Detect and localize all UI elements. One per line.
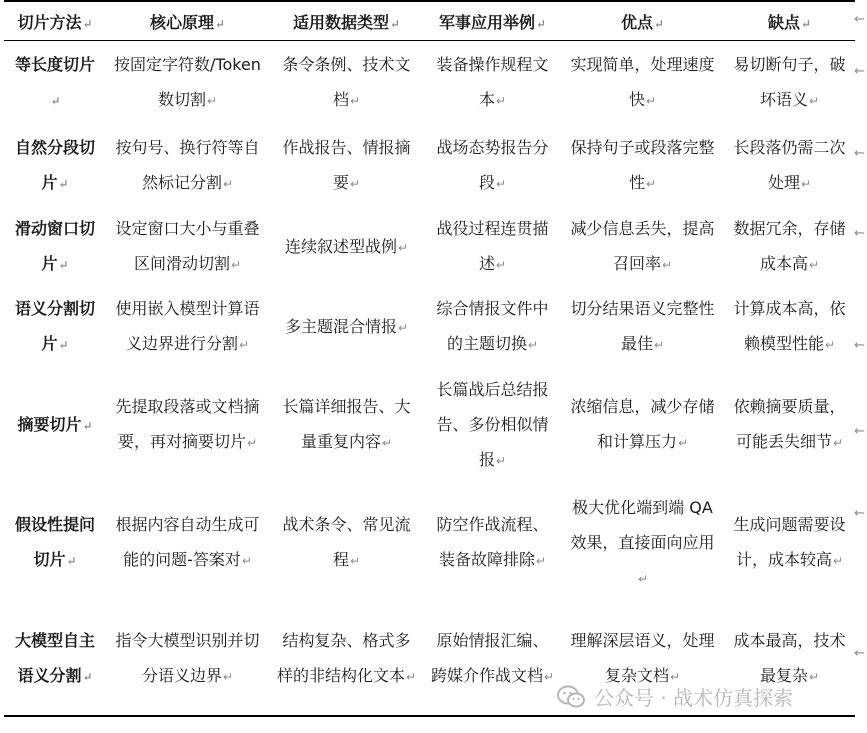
cell-pros: 减少信息丢失，提高召回率↵ <box>570 219 715 273</box>
cell-principle: 根据内容自动生成可能的问题-答案对↵ <box>115 515 260 569</box>
cell-cons: 成本最高，技术最复杂↵ <box>733 631 846 685</box>
cell-principle: 设定窗口大小与重叠区间滑动切割↵ <box>115 219 260 273</box>
cell-cons: 计算成本高，依赖模型性能↵ <box>733 299 846 353</box>
header-military-example: 军事应用举例↵ <box>438 12 547 32</box>
comparison-table-container <box>4 0 855 717</box>
table-body <box>4 41 855 717</box>
cell-principle: 按固定字符数/Token 数切割↵ <box>114 55 261 109</box>
cell-cons: 长段落仍需二次处理↵ <box>733 138 846 192</box>
cell-data-type: 连续叙述型战例↵ <box>284 236 409 256</box>
cell-data-type: 条令条例、技术文档↵ <box>282 55 411 109</box>
wechat-watermark <box>556 682 793 711</box>
cell-principle: 指令大模型识别并切分语义边界↵ <box>115 631 260 685</box>
cell-cons: 依赖摘要质量，可能丢失细节↵ <box>733 397 846 451</box>
cell-military-example: 原始情报汇编、跨媒介作战文档↵ <box>430 631 555 685</box>
table-row <box>4 125 855 207</box>
cell-method: 滑动窗口切片↵ <box>14 219 95 273</box>
cell-method: 语义分割切片↵ <box>14 299 95 353</box>
row-end-mark: ← <box>854 424 865 439</box>
watermark-text: 公众号 · 战术仿真探索 <box>594 686 794 710</box>
cell-data-type: 多主题混合情报↵ <box>284 316 409 336</box>
cell-principle: 按句号、换行符等自然标记分割↵ <box>115 138 260 192</box>
row-end-mark: ← <box>854 64 865 79</box>
cell-military-example: 装备操作规程文本↵ <box>436 55 549 109</box>
cell-data-type: 结构复杂、格式多样的非结构化文本↵ <box>276 631 417 685</box>
cell-method: 大模型自主语义分割↵ <box>14 631 95 685</box>
row-end-mark: ← <box>854 12 865 27</box>
table-row <box>4 287 855 367</box>
table-row <box>4 207 855 287</box>
table-header <box>4 1 855 41</box>
cell-principle: 先提取段落或文档摘要，再对摘要切片↵ <box>115 397 260 451</box>
cell-military-example: 防空作战流程、装备故障排除↵ <box>436 515 549 569</box>
row-end-mark: ← <box>854 146 865 161</box>
cell-method: 等长度切片↵ <box>14 55 95 108</box>
header-method: 切片方法↵ <box>17 12 93 32</box>
cell-pros: 保持句子或段落完整性↵ <box>570 138 715 192</box>
table-row <box>4 483 855 603</box>
header-pros: 优点↵ <box>620 12 665 32</box>
wechat-icon <box>556 684 586 710</box>
cell-cons: 数据冗余，存储成本高↵ <box>733 219 846 273</box>
header-data-type: 适用数据类型↵ <box>292 12 401 32</box>
cell-military-example: 战役过程连贯描述↵ <box>436 219 549 273</box>
cell-cons: 易切断句子，破坏语义↵ <box>733 55 846 109</box>
row-end-mark: ← <box>854 338 865 353</box>
header-row <box>4 1 855 41</box>
row-end-mark: ← <box>854 226 865 241</box>
cell-principle: 使用嵌入模型计算语义边界进行分割↵ <box>115 299 260 353</box>
chunking-methods-table <box>4 0 855 717</box>
cell-method: 假设性提问切片↵ <box>14 515 95 569</box>
table-row <box>4 367 855 483</box>
row-end-mark: ← <box>854 646 865 661</box>
table-row <box>4 41 855 126</box>
cell-military-example: 综合情报文件中的主题切换↵ <box>436 299 549 353</box>
cell-method: 摘要切片↵ <box>17 414 93 434</box>
cell-method: 自然分段切片↵ <box>14 138 95 192</box>
cell-military-example: 战场态势报告分段↵ <box>436 138 549 192</box>
cell-pros: 极大优化端到端 QA 效果，直接面向应用↵ <box>570 497 715 586</box>
cell-data-type: 作战报告、情报摘要↵ <box>282 138 411 192</box>
header-cons: 缺点↵ <box>767 12 812 32</box>
cell-military-example: 长篇战后总结报告、多份相似情报↵ <box>436 379 549 469</box>
cell-pros: 理解深层语义，处理复杂文档↵ <box>570 631 715 685</box>
cell-cons: 生成问题需要设计，成本较高↵ <box>733 515 846 569</box>
cell-data-type: 长篇详细报告、大量重复内容↵ <box>282 397 411 451</box>
header-principle: 核心原理↵ <box>149 12 226 32</box>
cell-pros: 实现简单，处理速度快↵ <box>570 55 715 109</box>
cell-pros: 浓缩信息，减少存储和计算压力↵ <box>570 397 715 451</box>
row-end-mark: ← <box>854 506 865 521</box>
cell-pros: 切分结果语义完整性最佳↵ <box>570 299 715 353</box>
cell-data-type: 战术条令、常见流程↵ <box>282 515 411 569</box>
